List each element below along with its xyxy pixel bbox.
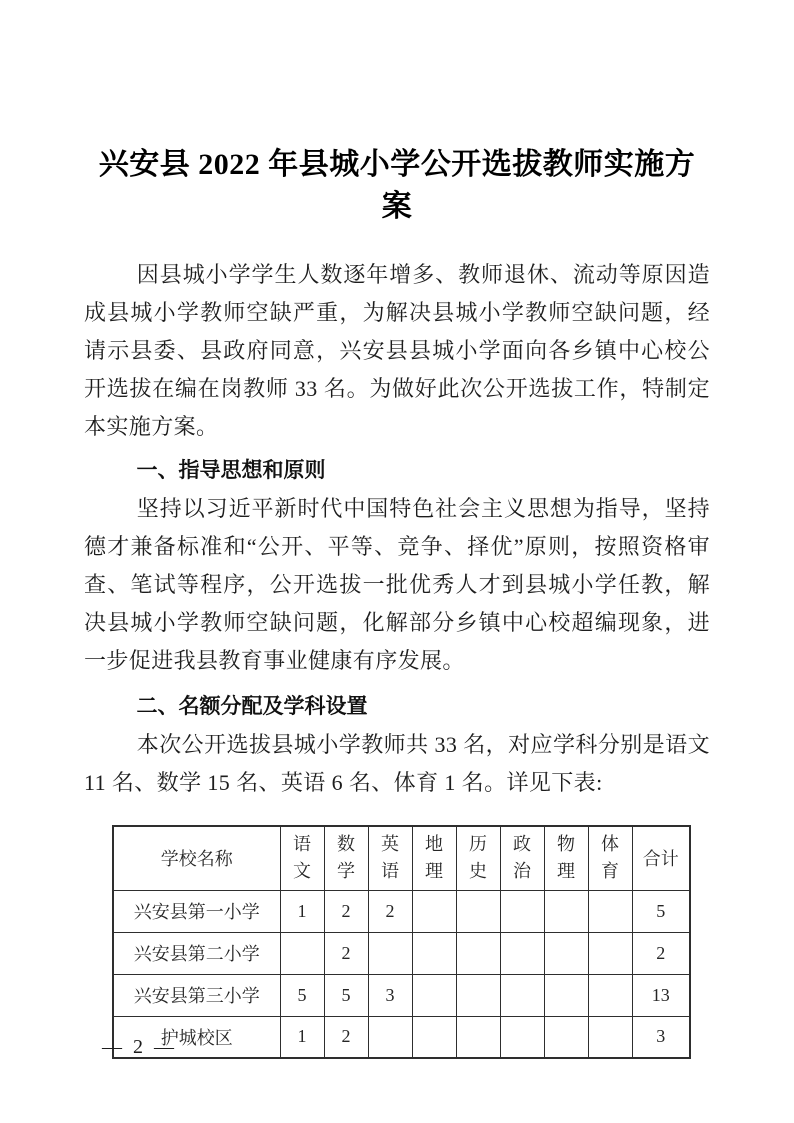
table-cell [588, 1016, 632, 1058]
table-header-cell: 合计 [632, 826, 690, 890]
document-title: 兴安县 2022 年县城小学公开选拔教师实施方案 [98, 148, 696, 223]
document-content [84, 0, 710, 1059]
section-1-heading: 一、指导思想和原则 [136, 459, 326, 482]
table-header-cell [500, 826, 544, 890]
paragraph-intro: 因县城小学学生人数逐年增多、教师退休、流动等原因造成县城小学教师空缺严重，为解决县城小学教师空缺问题，经请示县委、县政府同意，兴安县县城小学面向各乡镇中心校公开选拔在编在岗教师 33 名。为做好此次公开选拔工作，特制定本实施方案。 [84, 262, 710, 439]
table-cell [412, 1016, 456, 1058]
table-cell [588, 890, 632, 932]
table-cell [500, 974, 544, 1016]
table-cell: 13 [632, 974, 690, 1016]
table-cell: 3 [632, 1016, 690, 1058]
table-header-cell: 学校名称 [113, 826, 280, 890]
stacked-header-label: 数学 [337, 834, 355, 882]
table-cell [280, 932, 324, 974]
table-cell: 5 [324, 974, 368, 1016]
school-name-cell: 兴安县第一小学 [113, 890, 280, 932]
table-cell: 1 [280, 1016, 324, 1058]
stacked-header-label: 地理 [425, 834, 443, 882]
table-cell [544, 1016, 588, 1058]
table-cell [500, 932, 544, 974]
table-row [113, 1016, 690, 1058]
section-2-body: 本次公开选拔县城小学教师共 33 名，对应学科分别是语文 11 名、数学 15 名、英语 6 名、体育 1 名。详见下表: [84, 732, 710, 795]
table-cell [544, 932, 588, 974]
table-cell [588, 932, 632, 974]
table-cell: 2 [632, 932, 690, 974]
table-header-cell [456, 826, 500, 890]
table-header-cell [544, 826, 588, 890]
table-header-cell [280, 826, 324, 890]
table-header-cell [324, 826, 368, 890]
table-header-cell [588, 826, 632, 890]
table-cell: 2 [368, 890, 412, 932]
table-cell: 1 [280, 890, 324, 932]
table-row [113, 890, 690, 932]
stacked-header-label: 物理 [557, 834, 575, 882]
stacked-header-label: 历史 [469, 834, 487, 882]
table-cell: 5 [632, 890, 690, 932]
table-cell: 2 [324, 890, 368, 932]
table-cell [500, 890, 544, 932]
table-cell: 3 [368, 974, 412, 1016]
table-cell [544, 974, 588, 1016]
page-number: — 2 — [102, 1036, 177, 1058]
table-row [113, 974, 690, 1016]
table-cell: 5 [280, 974, 324, 1016]
stacked-header-label: 英语 [381, 834, 399, 882]
section-1-body: 坚持以习近平新时代中国特色社会主义思想为指导，坚持德才兼备标准和“公开、平等、竞争、择优”原则，按照资格审查、笔试等程序，公开选拔一批优秀人才到县城小学任教，解决县城小学教师空缺问题，化解部分乡镇中心校超编现象，进一步促进我县教育事业健康有序发展。 [84, 496, 710, 673]
table-cell [456, 1016, 500, 1058]
table-cell [412, 932, 456, 974]
quota-table [112, 825, 691, 1059]
table-cell: 2 [324, 932, 368, 974]
table-cell [544, 890, 588, 932]
table-cell [368, 932, 412, 974]
school-name-cell: 兴安县第二小学 [113, 932, 280, 974]
table-cell: 2 [324, 1016, 368, 1058]
table-cell [412, 890, 456, 932]
table-cell [456, 974, 500, 1016]
stacked-header-label: 政治 [513, 834, 531, 882]
section-2-heading: 二、名额分配及学科设置 [136, 695, 368, 718]
table-header-cell [368, 826, 412, 890]
stacked-header-label: 语文 [293, 834, 311, 882]
table-body [113, 890, 690, 1058]
table-cell [588, 974, 632, 1016]
stacked-header-label: 体育 [601, 834, 619, 882]
table-cell [500, 1016, 544, 1058]
table-cell [456, 932, 500, 974]
table-cell [456, 890, 500, 932]
table-cell [412, 974, 456, 1016]
table-row [113, 932, 690, 974]
table-cell [368, 1016, 412, 1058]
table-header-row [113, 826, 690, 890]
school-name-cell: 兴安县第三小学 [113, 974, 280, 1016]
school-name-cell: 护城校区 [113, 1016, 280, 1058]
table-header-cell [412, 826, 456, 890]
